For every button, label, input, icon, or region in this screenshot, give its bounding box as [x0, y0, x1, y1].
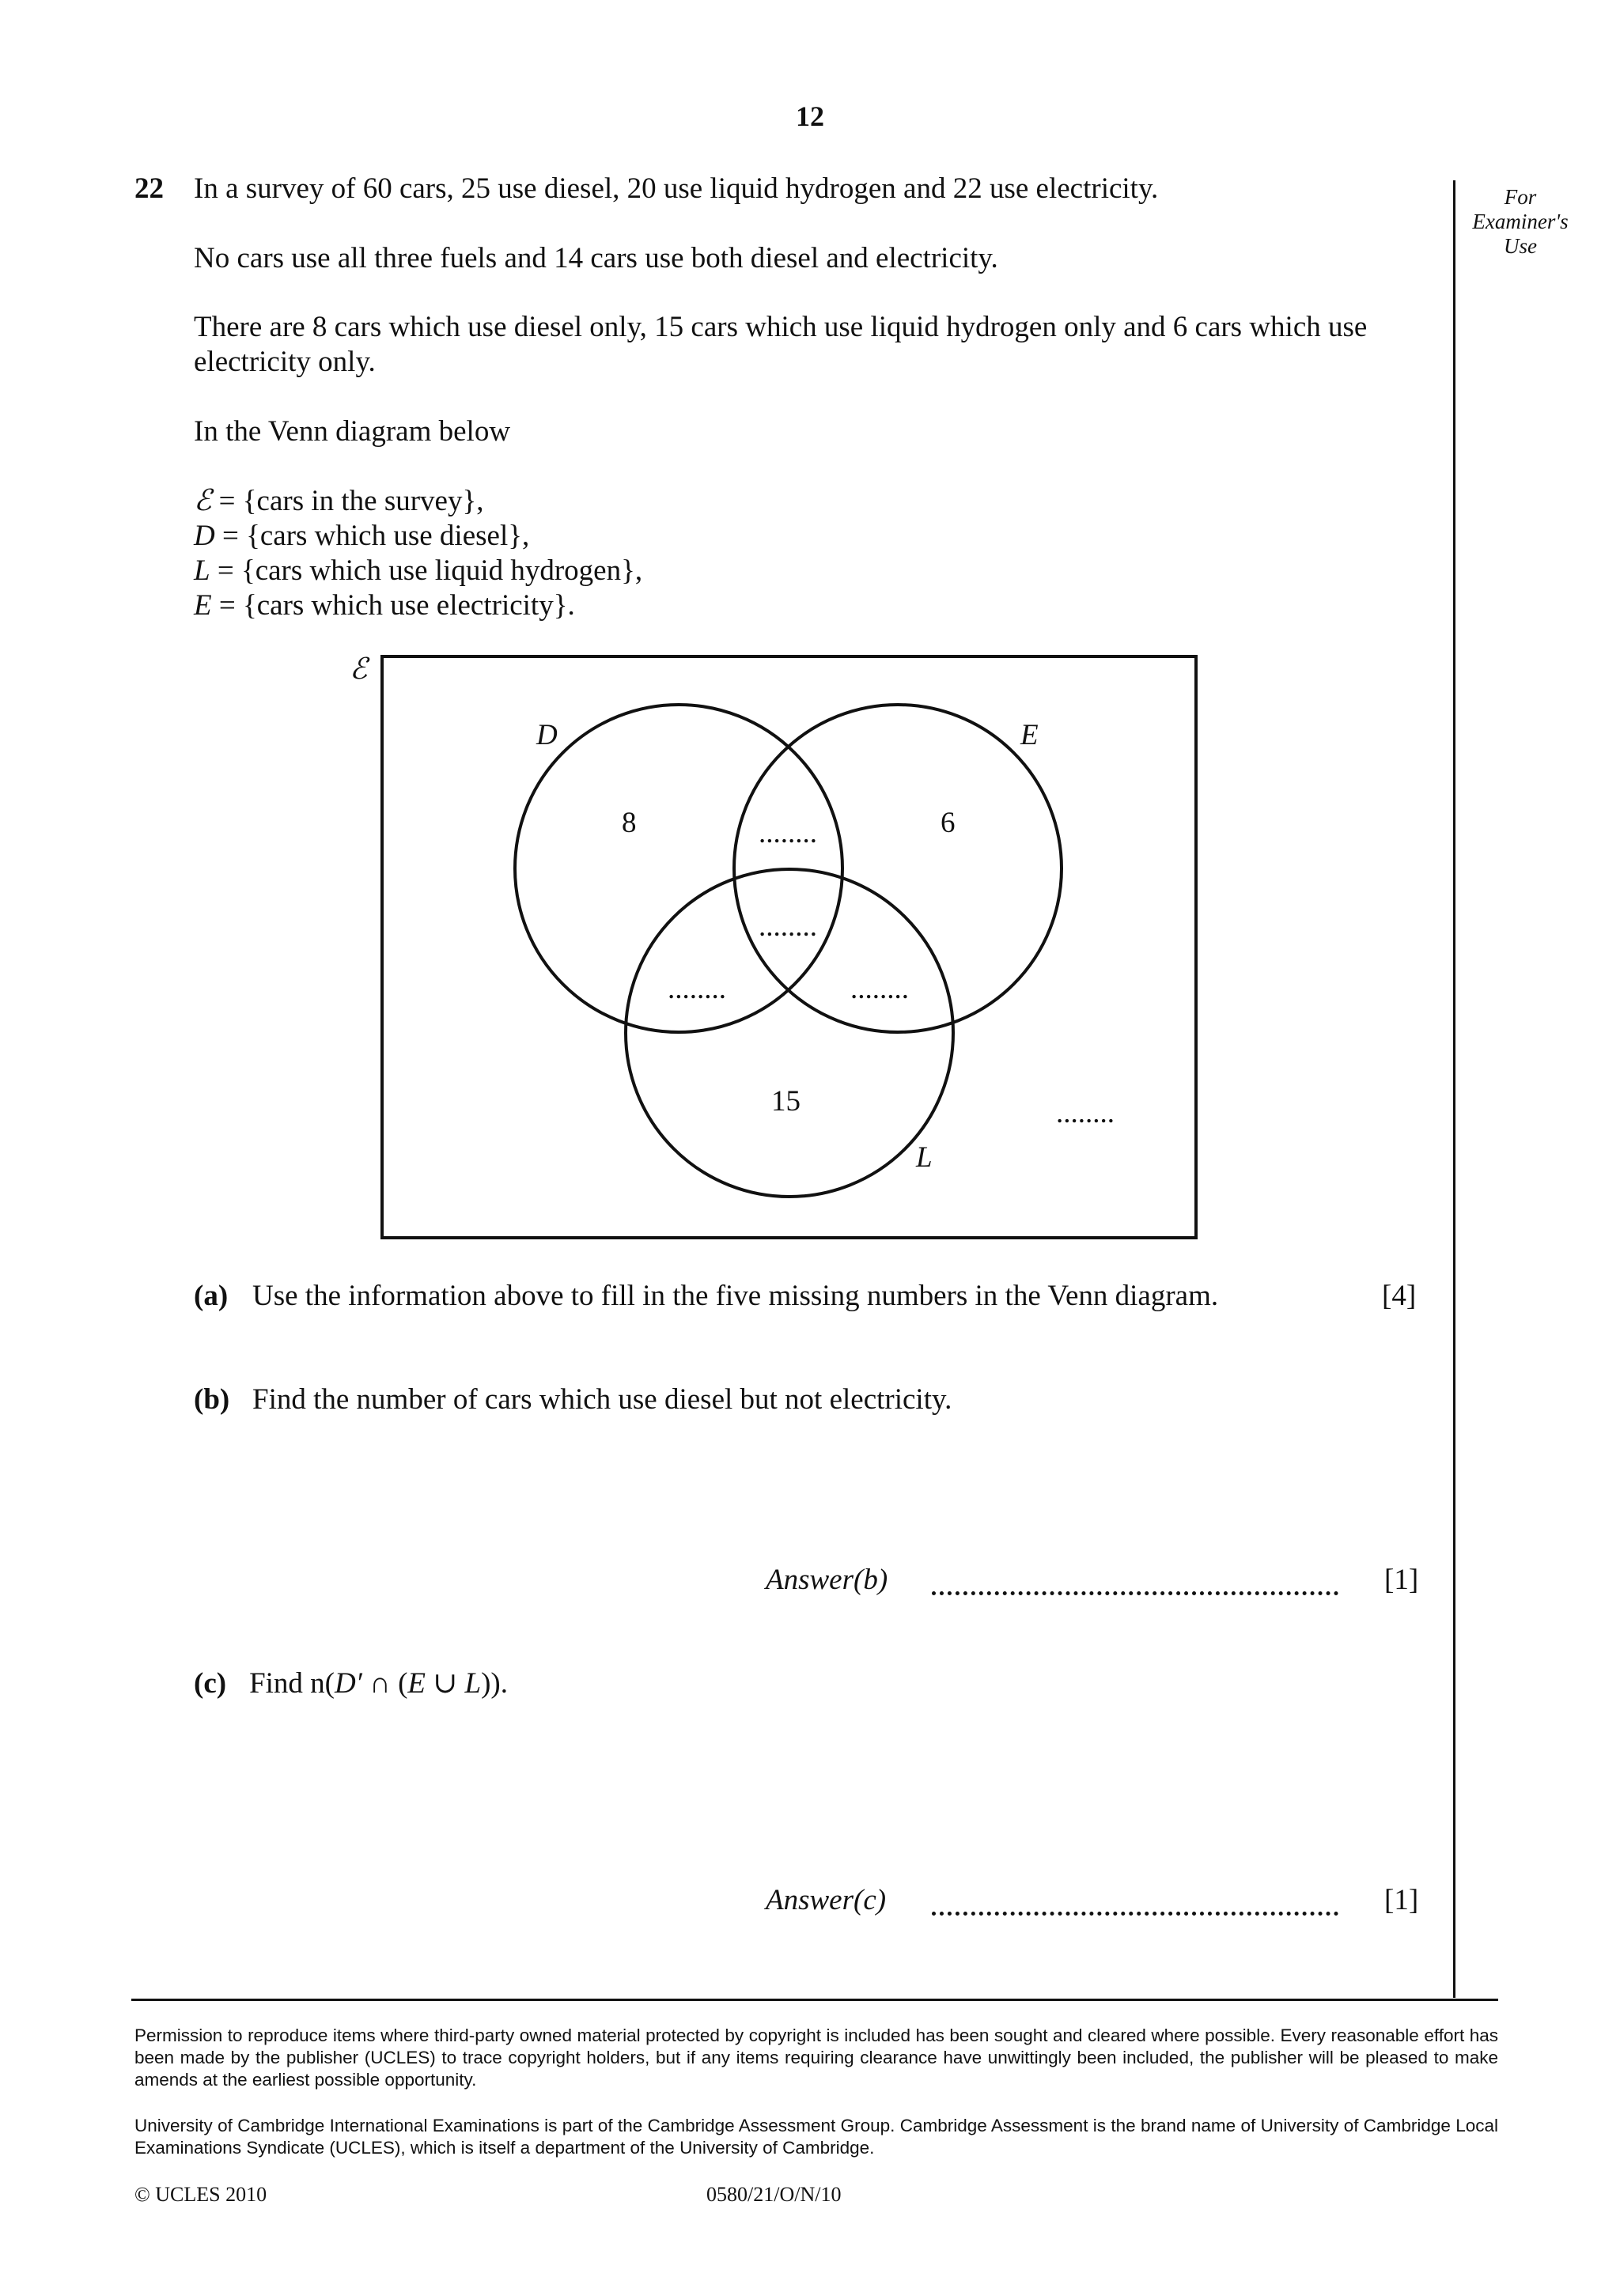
examiner-use-note — [1457, 185, 1584, 259]
question-line-3: There are 8 cars which use diesel only, 15 cars which use liquid hydrogen only and 6 cars which use — [194, 311, 1368, 343]
part-c-set-d: D′ — [335, 1667, 362, 1700]
universal-label: ℰ — [350, 653, 368, 686]
part-b-label: (b) — [194, 1383, 230, 1416]
region-d-and-e-only: ........ — [759, 817, 817, 849]
question-number: 22 — [134, 172, 164, 205]
part-c-label: (c) — [194, 1667, 227, 1700]
examiner-note-line: Examiner's — [1472, 210, 1569, 233]
part-c-question — [194, 1666, 508, 1701]
set-symbol: ℰ — [194, 485, 212, 517]
part-c-marks: [1] — [1384, 1884, 1419, 1916]
question-line-4: electricity only. — [194, 346, 376, 378]
region-e-only: 6 — [941, 807, 956, 839]
set-symbol: D — [194, 520, 215, 552]
set-symbol: E — [194, 589, 212, 622]
region-e-and-l-only: ........ — [850, 973, 909, 1005]
part-c-set-l: L — [464, 1667, 482, 1700]
set-e-label: E — [1020, 719, 1039, 751]
set-symbol: L — [194, 554, 210, 587]
question-line-5: In the Venn diagram below — [194, 415, 511, 448]
part-b-marks: [1] — [1384, 1564, 1419, 1596]
region-all-three: ........ — [759, 910, 817, 943]
set-definition-text: = {cars which use electricity}. — [211, 589, 575, 622]
set-definition-text: = {cars which use liquid hydrogen}, — [210, 554, 643, 587]
set-definition-text: = {cars which use diesel}, — [214, 520, 530, 552]
set-definition-d — [194, 519, 529, 554]
answer-b-label: Answer(b) — [766, 1564, 888, 1596]
answer-c-label: Answer(c) — [766, 1884, 887, 1916]
question-line-2: No cars use all three fuels and 14 cars use both diesel and electricity. — [194, 242, 998, 274]
region-l-only: 15 — [771, 1085, 801, 1118]
set-definition-universal — [194, 484, 483, 519]
set-definition-text: = {cars in the survey}, — [211, 485, 484, 517]
question-line-1: In a survey of 60 cars, 25 use diesel, 20 use liquid hydrogen and 22 use electricity. — [194, 172, 1159, 205]
answer-b-field[interactable] — [932, 1591, 1338, 1595]
examiner-note-line: Use — [1504, 234, 1537, 258]
answer-c-field[interactable] — [932, 1912, 1338, 1916]
region-d-only: 8 — [622, 807, 637, 839]
set-d-label: D — [536, 719, 558, 751]
set-l-circle — [626, 869, 953, 1197]
part-a-label: (a) — [194, 1280, 229, 1312]
region-outside: ........ — [1056, 1097, 1115, 1129]
footer-paper-code: 0580/21/O/N/10 — [706, 2183, 842, 2206]
examiner-margin-rule — [1453, 180, 1455, 1998]
part-c-text-prefix: Find n( — [249, 1667, 335, 1700]
part-c-set-e: E — [407, 1667, 426, 1700]
part-a-text: Use the information above to fill in the five missing numbers in the Venn diagram. — [252, 1280, 1219, 1312]
part-b-text: Find the number of cars which use diesel but not electricity. — [252, 1383, 952, 1416]
part-c-text-suffix: )). — [481, 1667, 508, 1700]
footer-copyright: © UCLES 2010 — [134, 2183, 267, 2206]
part-a-marks: [4] — [1382, 1280, 1417, 1312]
footer-permission: Permission to reproduce items where third-party owned material protected by copyright is included has been sought and cleared where possible. Every reasonable effort has been made by the publisher (UCLES) to trace copyright holders, but if any items requiring clearance have unwittingly been included, the publisher will be pleased to make amends at the earliest possible opportunity. — [134, 2026, 1498, 2090]
part-c-union: ∪ — [426, 1667, 465, 1700]
universal-set-box — [382, 656, 1196, 1238]
part-c-intersection: ∩ ( — [361, 1667, 408, 1700]
page-number: 12 — [796, 100, 824, 132]
set-e-circle — [734, 705, 1062, 1032]
set-definition-l — [194, 554, 642, 588]
set-d-circle — [515, 705, 842, 1032]
footer-rule — [131, 1999, 1498, 2001]
examiner-note-line: For — [1504, 185, 1537, 209]
set-l-label: L — [916, 1141, 933, 1174]
region-d-and-l-only: ........ — [668, 973, 726, 1005]
set-definition-e — [194, 588, 575, 623]
footer-university: University of Cambridge International Examinations is part of the Cambridge Assessment Group. Cambridge Assessment is the brand name of University of Cambridge Local Examinations Syndicate (UCLES), which is itself a department of the University of Cambridge. — [134, 2116, 1498, 2158]
